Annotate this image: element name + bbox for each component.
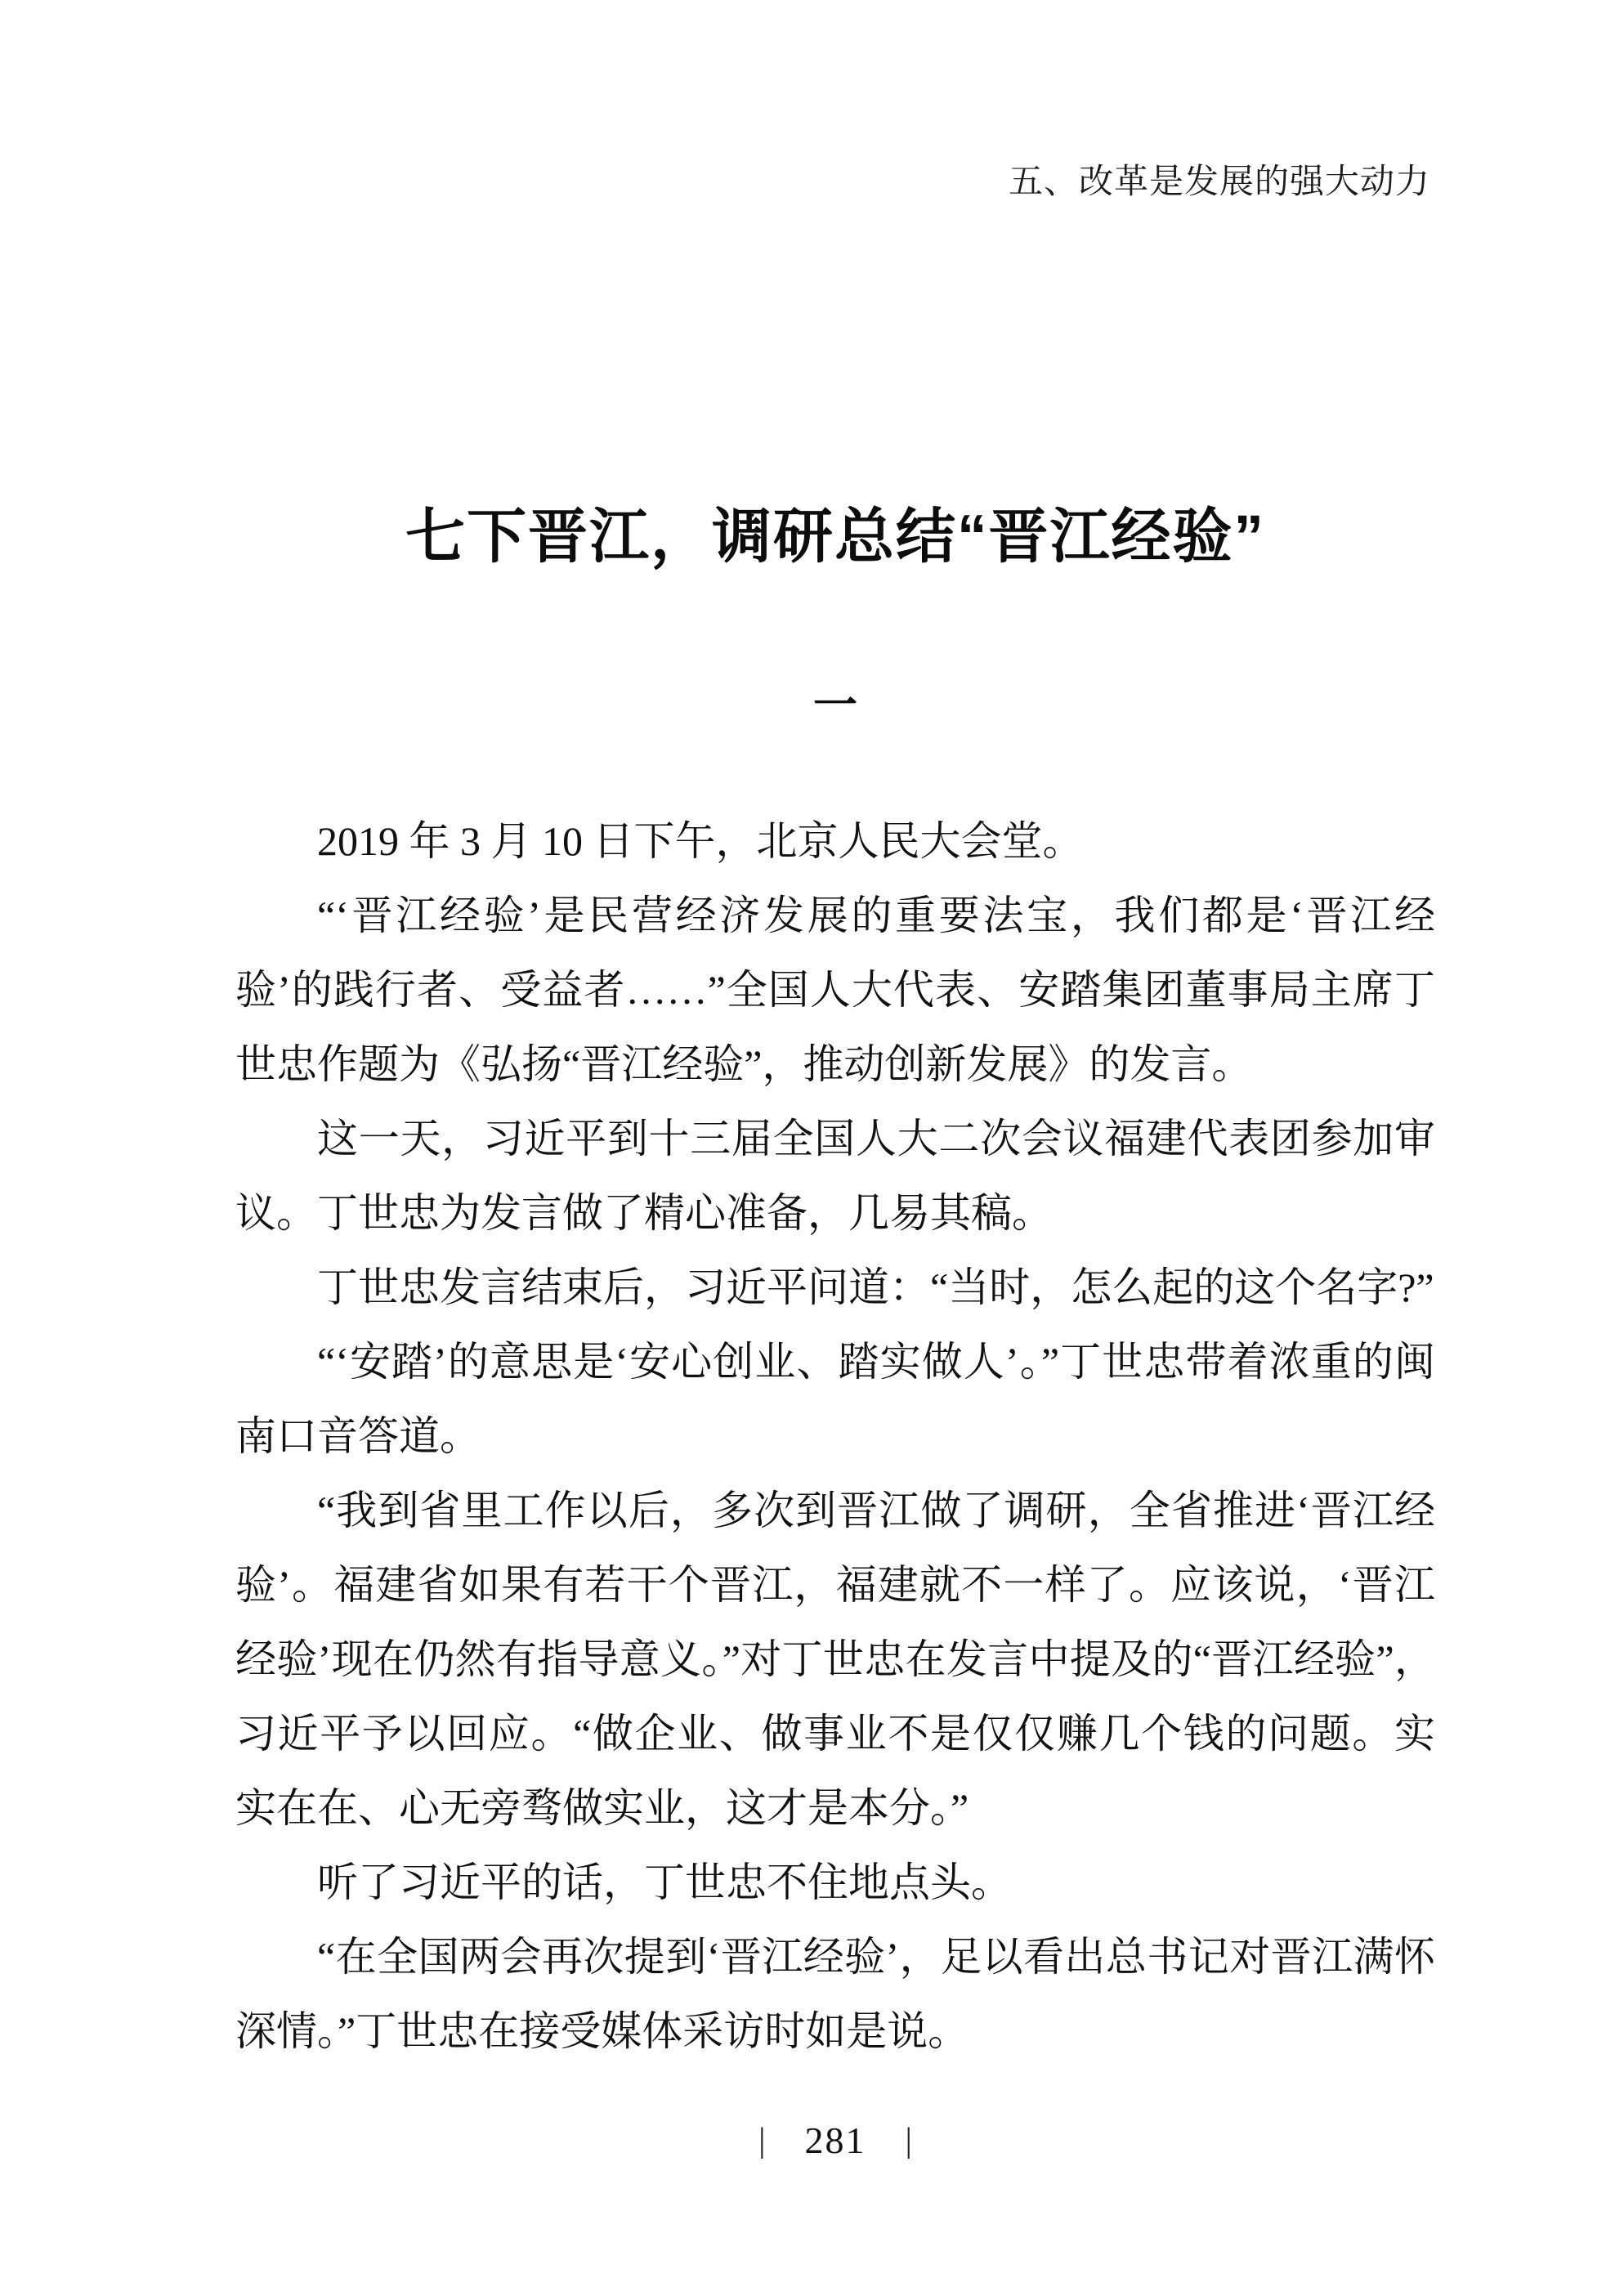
- paragraph: 这一天，习近平到十三届全国人大二次会议福建代表团参加审议。丁世忠为发言做了精心准备，几易其稿。: [235, 1116, 1435, 1236]
- running-header: 五、改革是发展的强大动力: [1008, 163, 1430, 201]
- chapter-title: 七下晋江，调研总结“晋江经验”: [405, 503, 1265, 570]
- paragraph: 丁世忠发言结束后，习近平问道：“当时，怎么起的这个名字?”: [317, 1264, 1434, 1310]
- paragraph: 听了习近平的话，丁世忠不住地点头。: [317, 1860, 1012, 1905]
- paragraph: “我到省里工作以后，多次到晋江做了调研，全省推进‘晋江经验’。福建省如果有若干个晋江，福建就不一样了。应该说，‘晋江经验’现在仍然有指导意义。”对丁世忠在发言中提及的“晋江经验”，习近平予以回应。“做企业、做事业不是仅仅赚几个钱的问题。实实在在、心无旁骛做实业，这才是本分。”: [235, 1488, 1435, 1831]
- page-number: 281: [804, 2119, 866, 2161]
- page-number-divider-left: |: [758, 2121, 766, 2159]
- paragraph: 2019 年 3 月 10 日下午，北京人民大会堂。: [317, 818, 1084, 864]
- body-paragraphs: [235, 804, 1435, 2069]
- page-footer: [235, 2119, 1435, 2162]
- paragraph: “‘安踏’的意思是‘安心创业、踏实做人’。”丁世忠带着浓重的闽南口音答道。: [235, 1339, 1435, 1459]
- page-number-divider-right: |: [905, 2121, 912, 2159]
- paragraph: “‘晋江经验’是民营经济发展的重要法宝，我们都是‘晋江经验’的践行者、受益者……”全国人大代表、安踏集团董事局主席丁世忠作题为《弘扬“晋江经验”，推动创新发展》的发言。: [235, 893, 1435, 1087]
- section-marker: 一: [813, 681, 857, 730]
- paragraph: “在全国两会再次提到‘晋江经验’，足以看出总书记对晋江满怀深情。”丁世忠在接受媒体采访时如是说。: [235, 1934, 1435, 2054]
